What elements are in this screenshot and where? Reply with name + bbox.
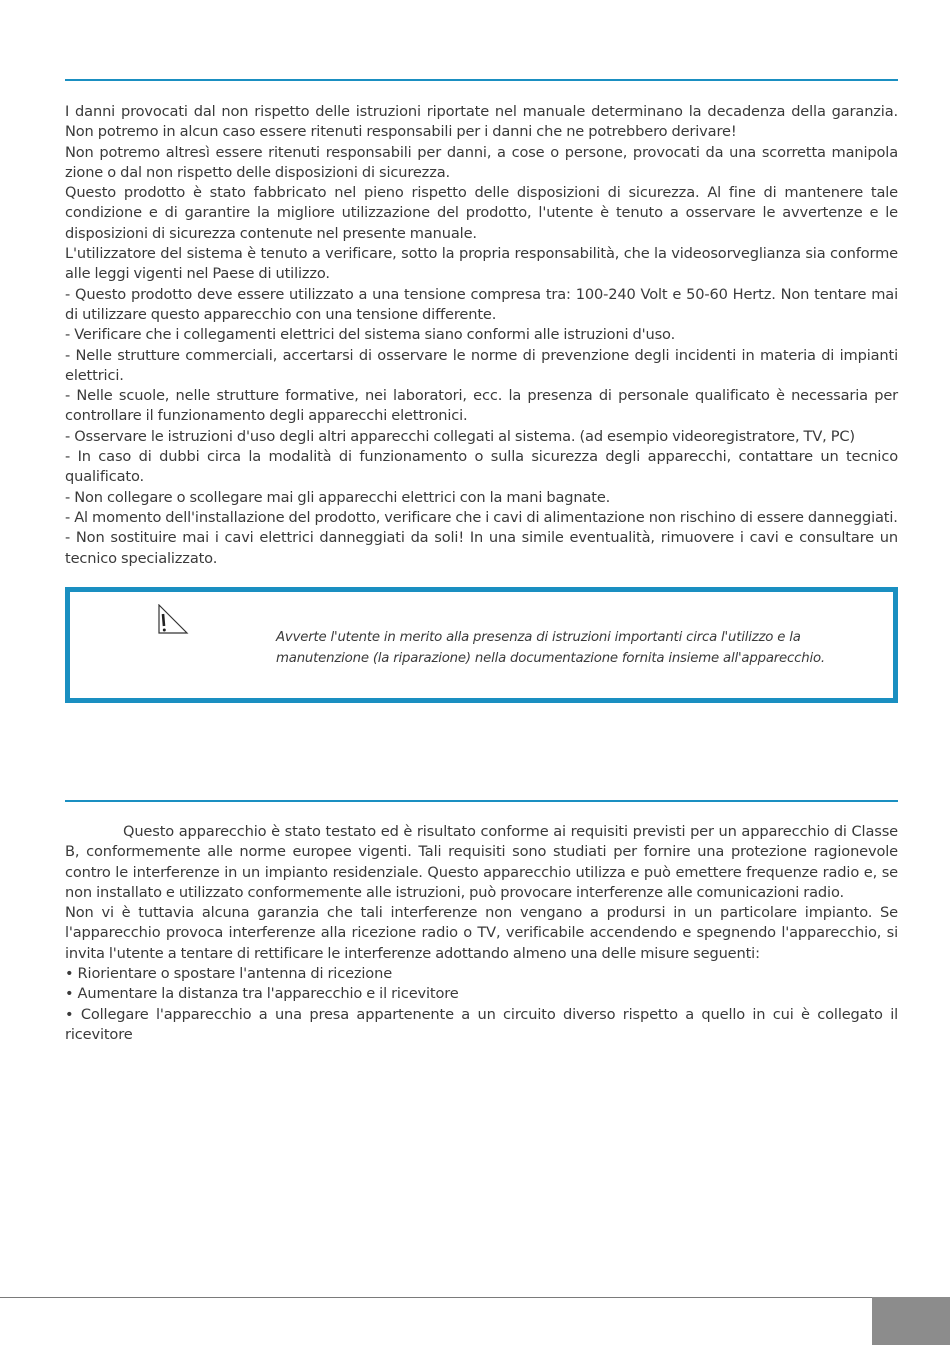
paragraph: - Non collegare o scollegare mai gli apparecchi elettrici con la mani bagnate. xyxy=(65,488,611,506)
list-item: • Riorientare o spostare l'antenna di ricezione xyxy=(65,965,393,983)
page-number-tab xyxy=(872,1297,950,1345)
section-divider-top xyxy=(65,79,898,81)
paragraph: Non vi è tuttavia alcuna garanzia che tali interferenze non vengano a prodursi in un particolare impianto. Se l'apparecchio provoca interferenze alla ricezione radio o TV, verificabile accendendo e spegnendo l'apparecchio, si invita l'utente a tentare di rettificare le interferenze adottando almeno una delle misure seguenti: xyxy=(65,904,898,962)
paragraph: - Questo prodotto deve essere utilizzato a una tensione compresa tra: 100-240 Volt e 50-60 Hertz. Non tentare mai di utilizzare questo apparecchio con una tensione differente. xyxy=(65,285,898,323)
compliance-text-block xyxy=(65,822,898,1045)
paragraph: L'utilizzatore del sistema è tenuto a verificare, sotto la propria responsabilità, che la videosorveglianza sia conforme alle leggi vigenti nel Paese di utilizzo. xyxy=(65,245,898,283)
paragraph: - Verificare che i collegamenti elettrici del sistema siano conformi alle istruzioni d'uso. xyxy=(65,326,676,344)
section-divider-bottom xyxy=(65,800,898,802)
paragraph: - Nelle scuole, nelle strutture formative, nei laboratori, ecc. la presenza di personale qualificato è necessaria per controllare il funzionamento degli apparecchi elettronici. xyxy=(65,387,898,425)
paragraph: Non potremo altresì essere ritenuti responsabili per danni, a cose o persone, provocati da una scorretta manipola zione o dal non rispetto delle disposizioni di sicurezza. xyxy=(65,143,898,181)
paragraph: Questo prodotto è stato fabbricato nel pieno rispetto delle disposizioni di sicurezza. Al fine di mantenere tale condizione e di garantire la migliore utilizzazione del prodotto, l'utente è tenuto a osservare le avvertenze e le disposizioni di sicurezza contenute nel presente manuale. xyxy=(65,184,898,242)
paragraph: - Non sostituire mai i cavi elettrici danneggiati da soli! In una simile eventualità, rimuovere i cavi e consultare un tecnico specializzato. xyxy=(65,529,898,567)
safety-text-block xyxy=(65,102,898,569)
paragraph: - Al momento dell'installazione del prodotto, verificare che i cavi di alimentazione non rischino di essere danneggiati. xyxy=(65,508,898,526)
list-item: • Collegare l'apparecchio a una presa appartenente a un circuito diverso rispetto a quello in cui è collegato il ricevitore xyxy=(65,1005,898,1043)
paragraph: Questo apparecchio è stato testato ed è risultato conforme ai requisiti previsti per un apparecchio di Classe B, conformemente alle norme europee vigenti. Tali requisiti sono studiati per fornire una protezione ragionevole contro le interferenze in un impianto residenziale. Questo apparecchio utilizza e può emettere frequenze radio e, se non installato e utilizzato conformemente alle istruzioni, può provocare interferenze alle comunicazioni radio. xyxy=(65,823,898,901)
paragraph: - In caso di dubbi circa la modalità di funzionamento o sulla sicurezza degli apparecchi, contattare un tecnico qualificato. xyxy=(65,448,898,486)
footer-line xyxy=(0,1297,872,1298)
warning-box xyxy=(65,587,898,703)
paragraph: - Osservare le istruzioni d'uso degli altri apparecchi collegati al sistema. (ad esempio videoregistratore, TV, PC) xyxy=(65,427,855,445)
warning-text: Avverte l'utente in merito alla presenza di istruzioni importanti circa l'utilizzo e la manutenzione (la riparazione) nella documentazione fornita insieme all'apparecchio. xyxy=(276,630,825,666)
paragraph: I danni provocati dal non rispetto delle istruzioni riportate nel manuale determinano la decadenza della garanzia. Non potremo in alcun caso essere ritenuti responsabili per i danni che ne potrebbero derivare! xyxy=(65,103,898,141)
list-item: • Aumentare la distanza tra l'apparecchio e il ricevitore xyxy=(65,985,459,1003)
warning-triangle-icon xyxy=(156,604,190,636)
paragraph: - Nelle strutture commerciali, accertarsi di osservare le norme di prevenzione degli incidenti in materia di impianti elettrici. xyxy=(65,346,898,384)
